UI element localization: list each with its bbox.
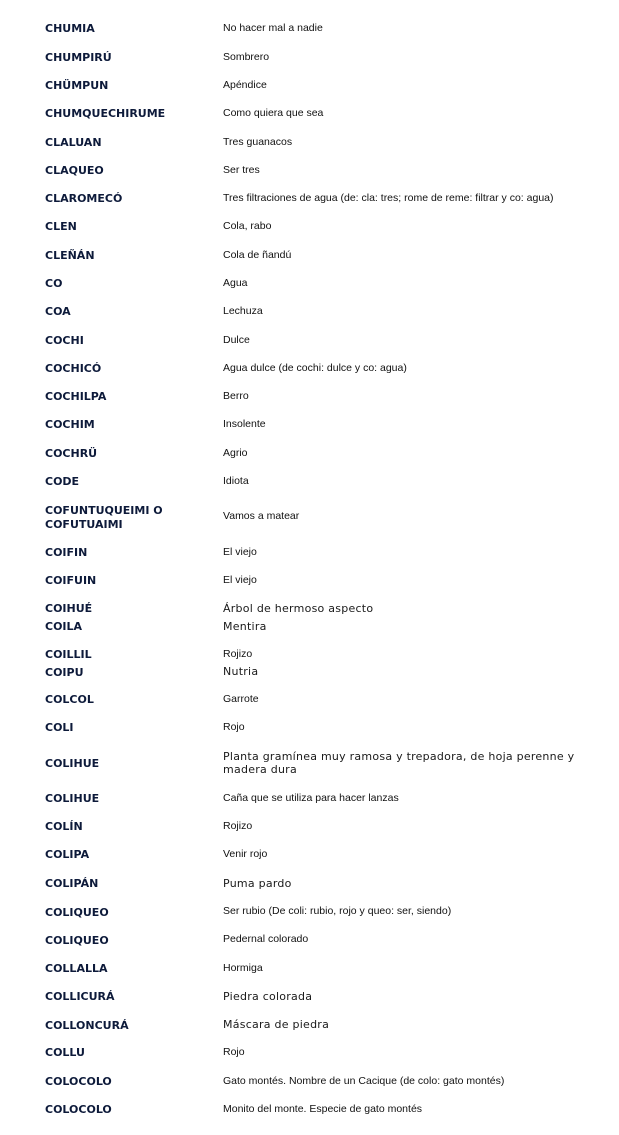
- glossary-definition: Gato montés. Nombre de un Cacique (de colo: gato montés): [223, 1075, 505, 1087]
- glossary-definition: Rojizo: [223, 648, 253, 660]
- glossary-term: COLIHUE: [45, 792, 100, 805]
- glossary-definition: Nutria: [223, 665, 259, 678]
- glossary-definition: Ser tres: [223, 164, 260, 176]
- glossary-term: COLOCOLO: [45, 1103, 112, 1116]
- glossary-definition: Agua: [223, 277, 248, 289]
- glossary-term: COIPU: [45, 666, 84, 679]
- glossary-definition: Lechuza: [223, 305, 263, 317]
- glossary-definition: Garrote: [223, 693, 259, 705]
- glossary-definition: Hormiga: [223, 962, 263, 974]
- glossary-term: COCHI: [45, 334, 84, 347]
- glossary-term: COCHIM: [45, 418, 95, 431]
- glossary-term: COLLU: [45, 1046, 85, 1059]
- glossary-definition: Ser rubio (De coli: rubio, rojo y queo: ser, siendo): [223, 905, 452, 917]
- glossary-term: CLEÑÁN: [45, 249, 95, 262]
- glossary-definition: Tres filtraciones de agua (de: cla: tres; rome de reme: filtrar y co: agua): [223, 192, 554, 204]
- glossary-definition: El viejo: [223, 574, 257, 586]
- glossary-definition: Rojo: [223, 721, 245, 733]
- glossary-definition: Como quiera que sea: [223, 107, 324, 119]
- glossary-definition: Agrio: [223, 447, 248, 459]
- glossary-term: COIFUIN: [45, 574, 97, 587]
- glossary-definition: Cola de ñandú: [223, 249, 292, 261]
- glossary-definition: No hacer mal a nadie: [223, 22, 323, 34]
- glossary-term: COCHICÓ: [45, 362, 102, 375]
- glossary-definition: Berro: [223, 390, 249, 402]
- glossary-definition: Vamos a matear: [223, 510, 300, 522]
- glossary-definition: Sombrero: [223, 51, 270, 63]
- glossary-term: COIHUÉ: [45, 602, 93, 615]
- glossary-term: COILA: [45, 620, 83, 633]
- glossary-definition: Monito del monte. Especie de gato montés: [223, 1103, 423, 1115]
- glossary-definition: Cola, rabo: [223, 220, 272, 232]
- glossary-term: COIFIN: [45, 546, 88, 559]
- glossary-term: COLLALLA: [45, 962, 108, 975]
- glossary-definition: Agua dulce (de cochi: dulce y co: agua): [223, 362, 407, 374]
- glossary-definition: Planta gramínea muy ramosa y trepadora, de hoja perenne y madera dura: [223, 750, 575, 776]
- glossary-term: COLLICURÁ: [45, 990, 115, 1003]
- glossary-definition: El viejo: [223, 546, 257, 558]
- glossary-term: COCHRÜ: [45, 447, 98, 460]
- glossary-definition: Venir rojo: [223, 848, 268, 860]
- glossary-term: COLCOL: [45, 693, 94, 706]
- glossary-definition: Dulce: [223, 334, 250, 346]
- glossary-definition: Pedernal colorado: [223, 933, 309, 945]
- glossary-term: CLEN: [45, 220, 77, 233]
- glossary-definition: Máscara de piedra: [223, 1018, 330, 1031]
- glossary-term: COILLIL: [45, 648, 92, 661]
- glossary-definition: Apéndice: [223, 79, 267, 91]
- glossary-term: COLIHUE: [45, 757, 100, 770]
- glossary-definition: Caña que se utiliza para hacer lanzas: [223, 792, 399, 804]
- glossary-definition: Rojo: [223, 1046, 245, 1058]
- glossary-term: CLALUAN: [45, 136, 102, 149]
- glossary-term: COLLONCURÁ: [45, 1019, 129, 1032]
- glossary-term: CLAQUEO: [45, 164, 104, 177]
- glossary-term: COLIPÁN: [45, 877, 99, 890]
- glossary-term: COLIQUEO: [45, 906, 109, 919]
- glossary-term: COLIQUEO: [45, 934, 109, 947]
- glossary-term: COLOCOLO: [45, 1075, 112, 1088]
- glossary-term: COFUNTUQUEIMI O COFUTUAIMI: [45, 504, 163, 531]
- glossary-definition: Insolente: [223, 418, 266, 430]
- glossary-term: COLÍN: [45, 820, 83, 833]
- glossary-term: COLI: [45, 721, 74, 734]
- glossary-definition: Rojizo: [223, 820, 253, 832]
- glossary-term: CLAROMECÓ: [45, 192, 123, 205]
- glossary-definition: Mentira: [223, 620, 267, 633]
- glossary-definition: Tres guanacos: [223, 136, 293, 148]
- glossary-term: CO: [45, 277, 63, 290]
- glossary-term: CHUMIA: [45, 22, 95, 35]
- glossary-term: COCHILPA: [45, 390, 107, 403]
- glossary-term: COA: [45, 305, 71, 318]
- glossary-term: CHUMPIRÚ: [45, 51, 112, 64]
- glossary-term: CODE: [45, 475, 80, 488]
- glossary-term: CHÜMPUN: [45, 79, 109, 92]
- glossary-term: CHUMQUECHIRUME: [45, 107, 166, 120]
- glossary-definition: Puma pardo: [223, 877, 292, 890]
- glossary-definition: Idiota: [223, 475, 249, 487]
- glossary-definition: Árbol de hermoso aspecto: [223, 602, 374, 615]
- glossary-term: COLIPA: [45, 848, 90, 861]
- glossary-definition: Piedra colorada: [223, 990, 313, 1003]
